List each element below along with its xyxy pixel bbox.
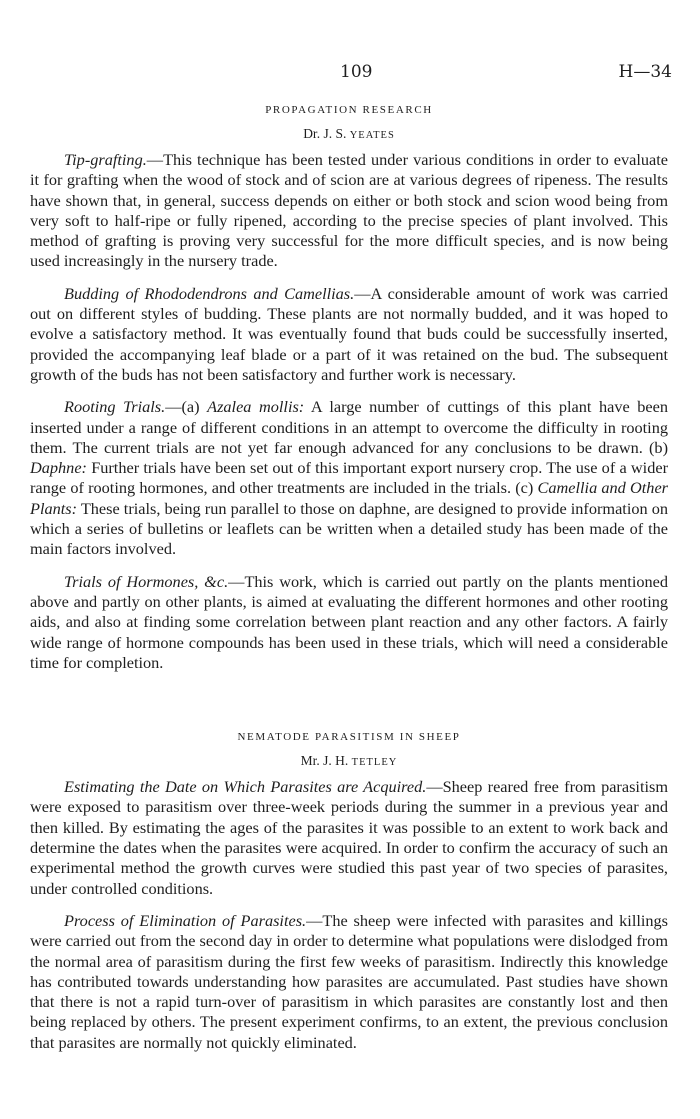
paragraph-text: —Sheep reared free from parasitism were exposed to parasitism over three-week periods during the summer in a previous year and then killed. By estimating the ages of the parasites it was possible to an extent to work back and determine the dates when the parasites were acquired. In order to confirm the accuracy of such an experimental method the growth curves were studied this past year of two species of parasites, under controlled conditions. — [30, 777, 668, 898]
paragraph-text: —A considerable amount of work was carried out on different styles of budding. These plants are not normally budded, and it was hoped to evolve a satisfactory method. It was eventually found that buds could be successfully inserted, provided the accompanying leaf blade or a part of it was retained on the bud. The subsequent growth of the buds has not been satisfactory and further work is necessary. — [30, 283, 668, 384]
paragraph-heading: Budding of Rhododendrons and Camellias. — [64, 283, 355, 303]
rooting-a-label: —(a) — [165, 397, 208, 417]
section-title: NEMATODE PARASITISM IN SHEEP — [237, 731, 461, 744]
paragraph-heading: Process of Elimination of Parasites. — [64, 910, 307, 930]
rooting-a-species: Azalea mollis: — [207, 397, 305, 417]
paragraph-estimating-date — [30, 777, 668, 899]
paragraph-hormones — [30, 572, 668, 673]
paragraph-heading: Estimating the Date on Which Parasites are Acquired. — [64, 777, 427, 797]
rooting-b-species: Daphne: — [30, 458, 87, 478]
rooting-a-text: A large number of cuttings of this plant have been inserted under a range of different conditions in an attempt to overcome the difficulty in rooting them. The current trials are not yet far enough advanced for any conclusions to be drawn. (b) — [30, 397, 669, 457]
rooting-b-text: Further trials have been set out of this important export nursery crop. The use of a wider range of rooting hormones, and other treatments are included in the trials. (c) — [30, 458, 668, 498]
author-surname: YEATES — [349, 130, 395, 141]
paragraph-heading: Tip-grafting. — [64, 150, 147, 169]
paragraph-text: —The sheep were infected with parasites and killings were carried out from the second day in order to determine what populations were dislodged from the normal area of parasitism during the first few weeks of parasitism. Indirectly this knowledge has contributed towards understanding how parasites are accumulated. Past studies have shown that there is not a rapid turn-over of parasitism in which parasites are constantly lost and then being replaced by others. The present experiment confirms, to an extent, the previous conclusion that parasites are normally not quickly eliminated. — [30, 910, 669, 1052]
page-number: 109 — [340, 62, 373, 82]
section-author — [30, 753, 668, 769]
document-code: H—34 — [618, 62, 672, 82]
rooting-c-species: Camellia and Other Plants: — [30, 478, 669, 518]
section-propagation-research — [30, 104, 668, 673]
section-title: PROPAGATION RESEARCH — [265, 104, 433, 116]
section-author — [30, 126, 668, 142]
document-body — [30, 104, 668, 1065]
paragraph-budding — [30, 284, 668, 385]
paragraph-heading: Trials of Hormones, &c. — [64, 571, 229, 591]
author-surname: TETLEY — [351, 757, 398, 769]
section-nematode-parasitism — [30, 731, 668, 1053]
paragraph-text: —This technique has been tested under various conditions in order to evaluate it for grafting when the wood of stock and of scion are at various degrees of ripeness. The results have shown that, in general, success depends on either or both stock and scion wood being from very soft to half-ripe or fully ripened, according to the precise species of plant involved. This method of grafting is proving very successful for the more difficult species, and is now being used increasingly in the nursery trade. — [30, 150, 668, 271]
rooting-c-text: These trials, being run parallel to those on daphne, are designed to provide information on which a series of bulletins or leaflets can be written when a detailed study has been made of the main factors involved. — [30, 498, 668, 559]
paragraph-heading: Rooting Trials. — [64, 397, 166, 417]
page-header — [0, 62, 700, 86]
paragraph-elimination — [30, 911, 668, 1053]
author-prefix: Dr. J. S. — [303, 126, 350, 141]
paragraph-tip-grafting — [30, 150, 668, 272]
paragraph-rooting-trials — [30, 397, 668, 559]
author-prefix: Mr. J. H. — [300, 753, 352, 769]
paragraph-text: —This work, which is carried out partly on the plants mentioned above and partly on other plants, is aimed at evaluating the different hormones and other rooting aids, and also at finding some correlation between plant reaction and any other factors. A fairly wide range of hormone compounds has been used in these trials, which will need a considerable time for completion. — [30, 571, 668, 672]
